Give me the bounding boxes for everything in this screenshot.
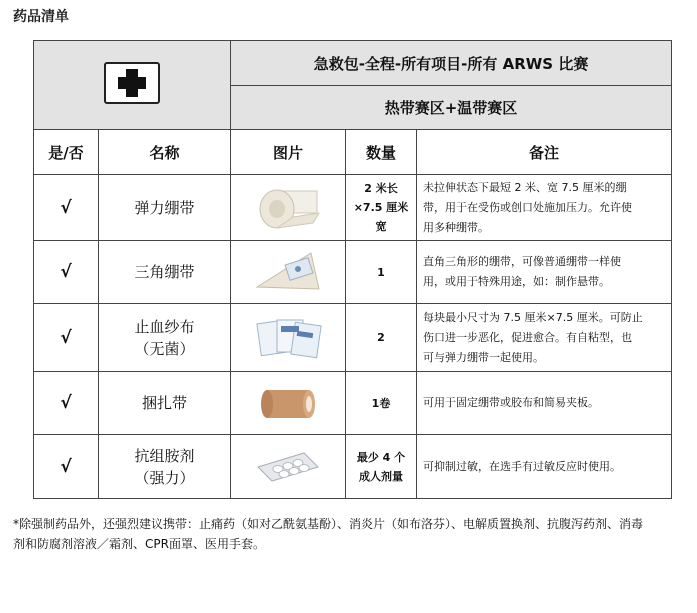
- antihistamine-tablets-image: [231, 435, 346, 499]
- check-mark: √: [34, 435, 99, 499]
- item-name: [99, 241, 231, 304]
- column-header-name: 名称: [99, 130, 231, 175]
- quantity-line: 宽: [375, 220, 387, 233]
- table-row: [34, 304, 672, 372]
- table-row: [34, 435, 672, 499]
- check-mark: √: [34, 241, 99, 304]
- note-line: 直角三角形的绷带，可像普通绷带一样使: [423, 255, 621, 268]
- check-mark: √: [34, 372, 99, 435]
- quantity-line: 1卷: [371, 396, 391, 410]
- sterile-gauze-image: [231, 304, 346, 372]
- item-name: [99, 304, 231, 372]
- item-name: [99, 435, 231, 499]
- item-quantity: [346, 175, 417, 241]
- table-row: [34, 241, 672, 304]
- note-line: 用，或用于特殊用途，如：制作悬带。: [423, 275, 610, 288]
- footnote-line: 剂和防腐剂溶液／霜剂、CPR面罩、医用手套。: [13, 537, 265, 551]
- item-quantity: [346, 435, 417, 499]
- item-note: [417, 304, 672, 372]
- table-row: [34, 372, 672, 435]
- note-line: 每块最小尺寸为 7.5 厘米×7.5 厘米。可防止: [423, 310, 643, 324]
- column-header-quantity: 数量: [346, 130, 417, 175]
- quantity-line: 成人剂量: [359, 469, 403, 483]
- page-title: 药品清单: [13, 9, 69, 25]
- check-mark: √: [34, 175, 99, 241]
- note-line: 用多种绷带。: [423, 220, 489, 234]
- footnote-line: *除强制药品外，还强烈建议携带：止痛药（如对乙酰氨基酚）、消炎片（如布洛芬）、电解质置换剂、抗腹泻药剂、消毒: [13, 517, 644, 531]
- strapping-tape-image: [231, 372, 346, 435]
- item-note: [417, 435, 672, 499]
- quantity-line: 2: [377, 331, 385, 344]
- triangular-bandage-image: [231, 241, 346, 304]
- note-line: 可与弹力绷带一起使用。: [423, 350, 544, 364]
- note-line: 可用于固定绷带或胶布和简易夹板。: [423, 396, 599, 409]
- item-quantity: [346, 304, 417, 372]
- first-aid-icon: [104, 62, 160, 104]
- check-mark: √: [34, 304, 99, 372]
- quantity-line: 最少 4 个: [356, 450, 406, 464]
- quantity-line: 1: [377, 265, 385, 279]
- footnote: [13, 514, 683, 554]
- medicine-table: [33, 40, 672, 499]
- item-name: [99, 175, 231, 241]
- note-line: 未拉伸状态下最短 2 米、宽 7.5 厘米的绷: [423, 180, 627, 194]
- item-name-line: 止血纱布: [134, 317, 195, 336]
- note-line: 带，用于在受伤或创口处施加压力。允许使: [423, 200, 632, 214]
- item-name-line: （强力）: [134, 468, 195, 487]
- item-name-line: 捆扎带: [141, 394, 187, 412]
- item-name-line: 弹力绷带: [134, 198, 195, 217]
- item-name: [99, 372, 231, 435]
- item-note: [417, 372, 672, 435]
- table-title: 急救包-全程-所有项目-所有 ARWS 比赛: [231, 41, 672, 86]
- item-name-line: 抗组胺剂: [134, 446, 195, 465]
- first-aid-icon-cell: [34, 41, 231, 130]
- item-quantity: [346, 372, 417, 435]
- table-row: [34, 175, 672, 241]
- note-line: 可抑制过敏，在选手有过敏反应时使用。: [423, 459, 621, 473]
- table-subtitle: 热带赛区+温带赛区: [231, 86, 672, 130]
- elastic-bandage-image: [231, 175, 346, 241]
- item-name-line: 三角绷带: [134, 263, 195, 281]
- item-note: [417, 241, 672, 304]
- quantity-line: ×7.5 厘米: [353, 201, 409, 214]
- note-line: 伤口进一步恶化，促进愈合。有自粘型，也: [423, 330, 632, 344]
- item-name-line: （无菌）: [134, 339, 195, 358]
- column-header-notes: 备注: [417, 130, 672, 175]
- item-note: [417, 175, 672, 241]
- column-header-image: 图片: [231, 130, 346, 175]
- column-header-check: 是/否: [34, 130, 99, 175]
- item-quantity: [346, 241, 417, 304]
- quantity-line: 2 米长: [364, 182, 398, 195]
